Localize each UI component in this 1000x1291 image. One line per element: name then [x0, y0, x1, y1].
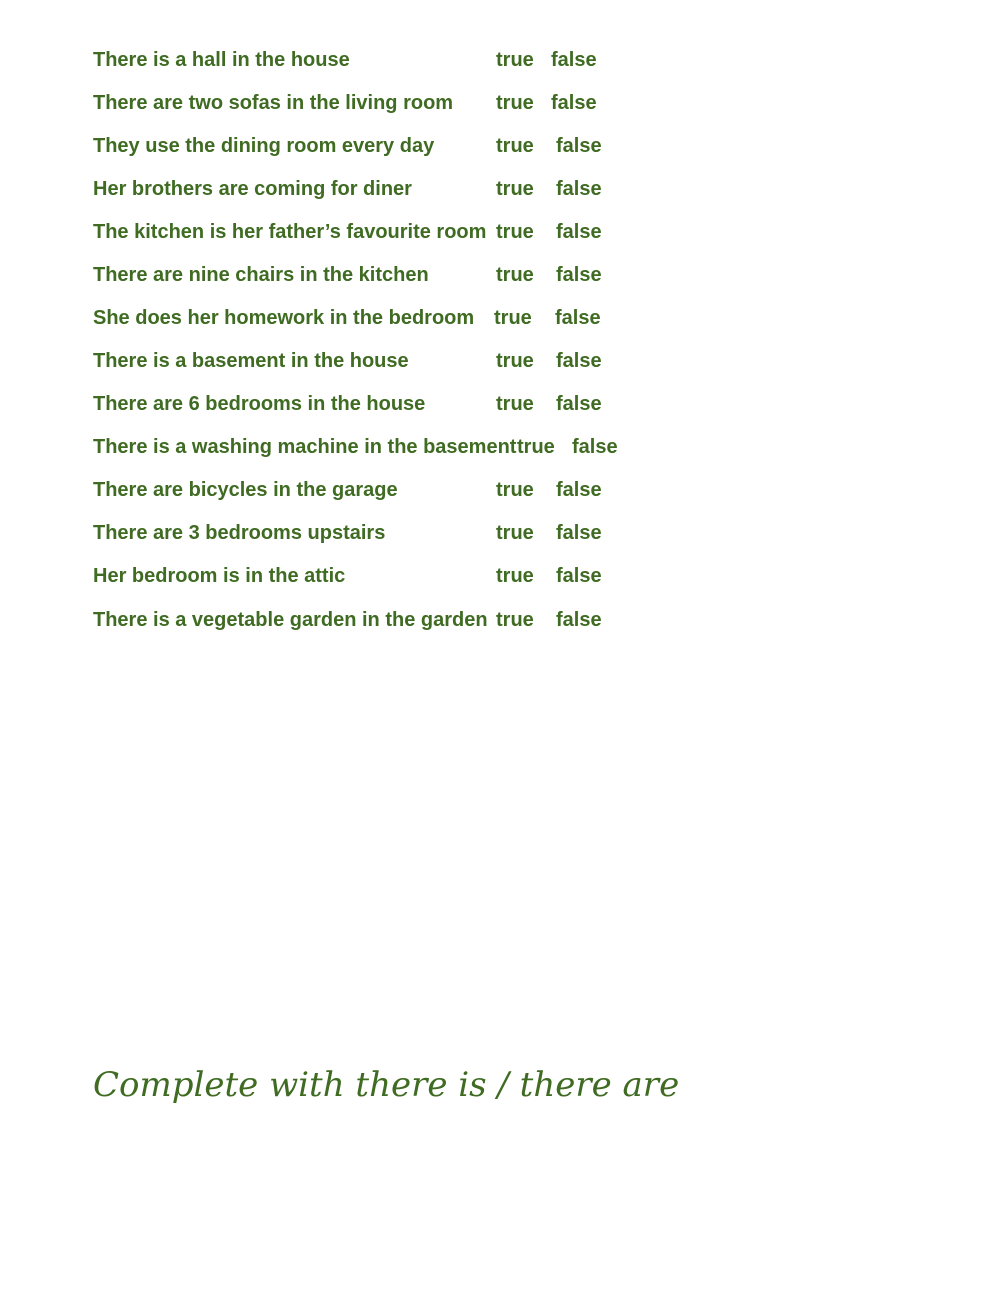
true-option[interactable]: true [494, 307, 532, 329]
true-option[interactable]: true [496, 350, 534, 372]
statement-text: Her brothers are coming for diner [93, 178, 412, 200]
statement-text: She does her homework in the bedroom [93, 307, 475, 329]
statement-text: There are 6 bedrooms in the house [93, 393, 426, 415]
statement-text: There are 3 bedrooms upstairs [93, 522, 386, 544]
statement-row [0, 432, 1000, 462]
false-option[interactable]: false [555, 307, 601, 329]
false-option[interactable]: false [556, 264, 602, 286]
false-option[interactable]: false [556, 135, 602, 157]
statement-row [0, 131, 1000, 161]
statement-text: There is a hall in the house [93, 49, 350, 71]
statement-text: There is a basement in the house [93, 350, 409, 372]
true-option[interactable]: true [496, 92, 534, 114]
true-option[interactable]: true [496, 264, 534, 286]
false-option[interactable]: false [556, 609, 602, 631]
false-option[interactable]: false [551, 49, 597, 71]
statement-row [0, 346, 1000, 376]
true-option[interactable]: true [496, 135, 534, 157]
statement-row [0, 217, 1000, 247]
statement-text: There is a washing machine in the basement [93, 436, 517, 458]
true-option[interactable]: true [496, 609, 534, 631]
section-heading: Complete with there is / there are [93, 1065, 680, 1105]
statement-row [0, 389, 1000, 419]
false-option[interactable]: false [556, 350, 602, 372]
false-option[interactable]: false [556, 178, 602, 200]
statement-text: Her bedroom is in the attic [93, 565, 346, 587]
true-option[interactable]: true [517, 436, 555, 458]
statement-text: The kitchen is her father’s favourite room [93, 221, 487, 243]
true-option[interactable]: true [496, 178, 534, 200]
statement-row [0, 518, 1000, 548]
statement-row [0, 561, 1000, 591]
statement-row [0, 88, 1000, 118]
true-option[interactable]: true [496, 522, 534, 544]
false-option[interactable]: false [556, 393, 602, 415]
false-option[interactable]: false [556, 479, 602, 501]
true-option[interactable]: true [496, 479, 534, 501]
statement-row [0, 475, 1000, 505]
false-option[interactable]: false [556, 522, 602, 544]
statement-row [0, 605, 1000, 635]
statement-text: There are two sofas in the living room [93, 92, 454, 114]
true-option[interactable]: true [496, 565, 534, 587]
false-option[interactable]: false [572, 436, 618, 458]
false-option[interactable]: false [551, 92, 597, 114]
statement-text: There is a vegetable garden in the garden [93, 609, 488, 631]
false-option[interactable]: false [556, 565, 602, 587]
statement-text: There are bicycles in the garage [93, 479, 398, 501]
statement-row [0, 45, 1000, 75]
statement-text: They use the dining room every day [93, 135, 435, 157]
statement-row [0, 260, 1000, 290]
statement-row [0, 303, 1000, 333]
true-option[interactable]: true [496, 221, 534, 243]
true-option[interactable]: true [496, 393, 534, 415]
statement-row [0, 174, 1000, 204]
statement-text: There are nine chairs in the kitchen [93, 264, 429, 286]
true-option[interactable]: true [496, 49, 534, 71]
false-option[interactable]: false [556, 221, 602, 243]
